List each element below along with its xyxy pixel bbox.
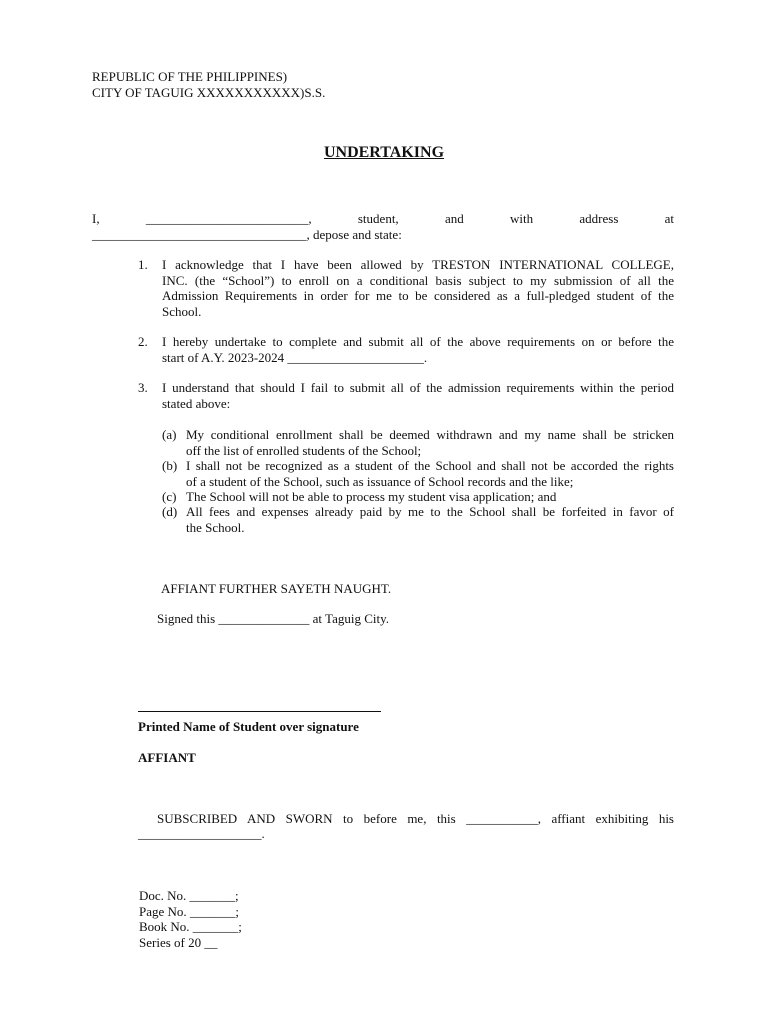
signature-line [138, 711, 381, 712]
item-line: School. [162, 303, 202, 319]
intro-word: address [579, 211, 619, 226]
sub-item-b [186, 458, 674, 489]
numbered-item-1 [162, 257, 674, 319]
numbered-item-3 [162, 380, 674, 411]
intro-line-2: _________________________________, depose and state: [92, 227, 402, 242]
intro-word: at [664, 211, 675, 226]
name-blank: _________________________, [145, 211, 312, 226]
venue-block [92, 69, 325, 100]
sub-item-line: The School will not be able to process my student visa application; and [186, 489, 557, 504]
venue-country: REPUBLIC OF THE PHILIPPINES) [92, 69, 288, 84]
sub-item-label: (c) [162, 489, 177, 504]
notarial-details [139, 888, 242, 950]
book-number: Book No. _______; [139, 919, 242, 934]
signed-statement: Signed this ______________ at Taguig City. [157, 611, 390, 626]
series: Series of 20 __ [139, 934, 218, 950]
doc-number: Doc. No. _______; [139, 888, 239, 903]
affiant-further-statement: AFFIANT FURTHER SAYETH NAUGHT. [161, 581, 392, 596]
sub-item-a [186, 427, 674, 458]
intro-line-1 [92, 211, 674, 227]
item-line: stated above: [162, 395, 231, 411]
sub-item-line: My conditional enrollment shall be deemed withdrawn and my name shall be stricken [186, 427, 674, 442]
sub-item-label: (a) [162, 427, 177, 442]
venue-city: CITY OF TAGUIG XXXXXXXXXXX)S.S. [92, 84, 326, 100]
item-line: Admission Requirements in order for me to be considered as a full-pledged student of the [162, 288, 674, 303]
document-title: UNDERTAKING [323, 144, 445, 161]
intro-word: with [510, 211, 534, 226]
jurat-line-1: SUBSCRIBED AND SWORN to before me, this ___________, affiant exhibiting his [157, 811, 674, 826]
item-line: I understand that should I fail to submit all of the admission requirements within the period [162, 380, 674, 395]
intro-word: I, [92, 211, 100, 226]
sub-item-label: (b) [162, 458, 178, 473]
signature-caption: Printed Name of Student over signature [138, 719, 359, 734]
item-line: I acknowledge that I have been allowed by TRESTON INTERNATIONAL COLLEGE, [162, 257, 674, 272]
sub-item-line: the School. [186, 519, 245, 535]
sub-item-line: All fees and expenses already paid by me to the School shall be forfeited in favor of [186, 504, 674, 519]
sub-item-line: of a student of the School, such as issuance of School records and the like; [186, 473, 574, 489]
sub-item-label: (d) [162, 504, 178, 519]
item-line: I hereby undertake to complete and submit all of the above requirements on or before the [162, 334, 674, 349]
affiant-label: AFFIANT [138, 750, 196, 765]
item-number: 3. [138, 380, 148, 395]
sub-item-c [186, 489, 674, 505]
item-line: start of A.Y. 2023-2024 _____________________. [162, 349, 428, 365]
jurat-line-2: ___________________. [138, 826, 265, 841]
sub-item-d [186, 504, 674, 535]
sub-item-line: I shall not be recognized as a student of the School and shall not be accorded the rights [186, 458, 674, 473]
item-number: 1. [138, 257, 148, 272]
intro-word: student, [357, 211, 399, 226]
page-number: Page No. _______; [139, 903, 240, 919]
numbered-item-2 [162, 334, 674, 365]
sub-item-line: off the list of enrolled students of the School; [186, 442, 422, 458]
item-number: 2. [138, 334, 148, 349]
intro-word: and [444, 211, 464, 226]
item-line: INC. (the “School”) to enroll on a conditional basis subject to my submission of all the [162, 272, 674, 288]
